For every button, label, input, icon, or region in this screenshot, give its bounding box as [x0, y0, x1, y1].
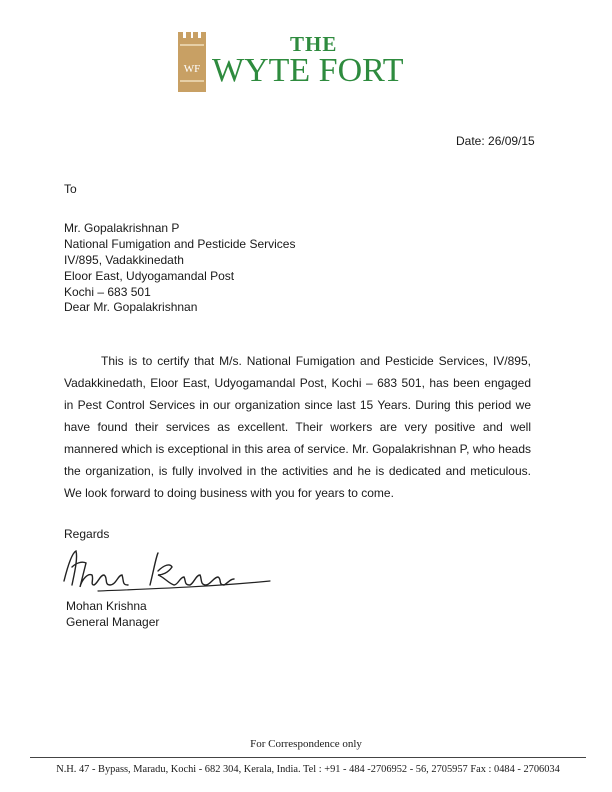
signer-title: General Manager [66, 615, 160, 629]
address-line: Eloor East, Udyogamandal Post [64, 269, 235, 283]
letter-date: Date: 26/09/15 [456, 134, 535, 148]
letter-body-text: This is to certify that M/s. National Fumigation and Pesticide Services, IV/895, Vadakkinedath, Eloor East, Udyogamandal Post, Kochi – 683 501, has been engaged in Pest Control Services in our organization since last 15 Years. During this period we have found their services as excellent. Their workers are very positive and well mannered which is exceptional in this area of service. Mr. Gopalakrishnan P, who heads the organization, is fully involved in the activities and he is dedicated and meticulous. We look forward to doing business with you for years to come. [64, 354, 531, 500]
footer-address: N.H. 47 - Bypass, Maradu, Kochi - 682 304, Kerala, India. Tel : +91 - 484 -2706952 - 56, 2705957 Fax : 0484 - 2706034 [56, 764, 560, 775]
handwritten-signature [58, 545, 273, 597]
letter-body [64, 350, 531, 504]
address-line: National Fumigation and Pesticide Services [64, 237, 296, 251]
address-line: IV/895, Vadakkinedath [64, 253, 184, 267]
logo-name-text: WYTE FORT [212, 52, 404, 89]
salutation: Dear Mr. Gopalakrishnan [64, 300, 198, 314]
company-logo [178, 32, 414, 92]
to-label: To [64, 182, 77, 196]
monogram-text: WF [183, 63, 201, 75]
signer-name: Mohan Krishna [66, 599, 147, 613]
recipient-address [64, 220, 295, 300]
closing: Regards [64, 527, 110, 541]
tower-monogram-icon [178, 32, 206, 92]
address-line: Kochi – 683 501 [64, 285, 151, 299]
address-line: Mr. Gopalakrishnan P [64, 221, 180, 235]
correspondence-note: For Correspondence only [250, 738, 362, 750]
logo-the-text: THE [290, 32, 338, 56]
footer-divider [30, 757, 586, 758]
